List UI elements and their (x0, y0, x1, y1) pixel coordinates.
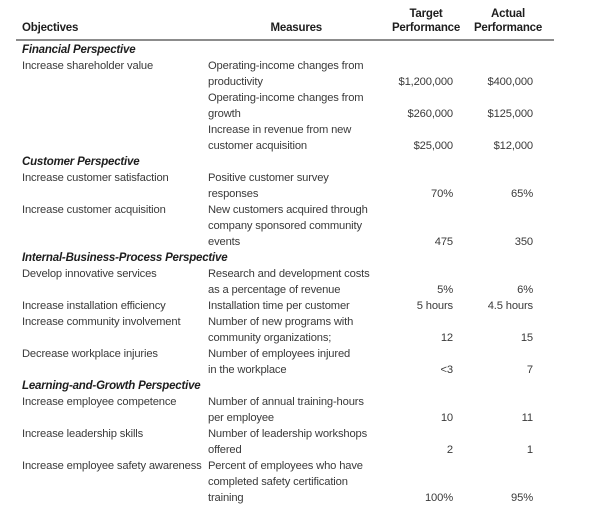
table-row (16, 346, 554, 378)
actual-performance-cell: 11 (521, 412, 533, 424)
measure-cell (208, 314, 393, 346)
objective-cell: Increase leadership skills (22, 428, 144, 440)
measure-line: Number of leadership workshops (208, 428, 368, 440)
measure-line: in the workplace (208, 364, 287, 376)
header-actual-performance (468, 7, 548, 35)
objective-cell: Increase employee competence (22, 396, 177, 408)
actual-performance-cell: 15 (520, 332, 533, 344)
measure-line: as a percentage of revenue (208, 284, 341, 296)
table-row (16, 170, 554, 202)
objective-cell: Increase shareholder value (22, 60, 154, 72)
measure-cell (208, 346, 393, 378)
measure-line: Percent of employees who have (208, 460, 363, 472)
measure-line: Number of annual training-hours (208, 396, 364, 408)
table-row (16, 298, 554, 314)
measure-cell (208, 58, 393, 90)
actual-performance-cell: 350 (514, 236, 533, 248)
measure-line: per employee (208, 412, 274, 424)
target-performance-cell: 5 hours (416, 300, 453, 312)
objective-cell: Increase community involvement (22, 316, 181, 328)
header-actual-line2: Performance (473, 22, 543, 34)
section-title: Customer Perspective (22, 156, 140, 168)
measure-line: Positive customer survey (208, 172, 329, 184)
target-performance-cell: 5% (437, 284, 453, 296)
table-row (16, 394, 554, 426)
measure-line: events (208, 236, 241, 248)
header-objectives: Objectives (22, 22, 79, 34)
table-row (16, 314, 554, 346)
measure-line: Installation time per customer (208, 300, 350, 312)
measure-line: Research and development costs (208, 268, 370, 280)
measure-cell (208, 170, 393, 202)
measure-line: New customers acquired through (208, 204, 368, 216)
header-target-performance (386, 7, 466, 35)
actual-performance-cell: 7 (526, 364, 533, 376)
measure-line: Operating-income changes from (208, 92, 364, 104)
target-performance-cell: 475 (434, 236, 453, 248)
target-performance-cell: 10 (440, 412, 453, 424)
measure-cell (208, 90, 393, 122)
header-target-line1: Target (409, 8, 443, 20)
objective-cell: Increase employee safety awareness (22, 460, 202, 472)
measure-line: customer acquisition (208, 140, 307, 152)
measure-line: company sponsored community (208, 220, 362, 232)
objective-cell: Decrease workplace injuries (22, 348, 158, 360)
measure-line: Number of employees injured (208, 348, 351, 360)
actual-performance-cell: 4.5 hours (487, 300, 533, 312)
target-performance-cell: 2 (446, 444, 453, 456)
measure-line: completed safety certification (208, 476, 348, 488)
actual-performance-cell: 6% (517, 284, 533, 296)
actual-performance-cell: 1 (526, 444, 533, 456)
measure-line: community organizations; (208, 332, 332, 344)
measure-line: Operating-income changes from (208, 60, 364, 72)
actual-performance-cell: 95% (511, 492, 533, 504)
measure-line: Number of new programs with (208, 316, 354, 328)
table-row (16, 90, 554, 122)
header-actual-line1: Actual (491, 8, 525, 20)
section-title: Learning-and-Growth Perspective (22, 380, 201, 392)
table-row (16, 458, 554, 506)
measure-line: training (208, 492, 244, 504)
measure-line: productivity (208, 76, 263, 88)
actual-performance-cell: 65% (511, 188, 533, 200)
header-target-line2: Performance (391, 22, 461, 34)
table-row (16, 58, 554, 90)
measure-cell (208, 426, 393, 458)
actual-performance-cell: $12,000 (493, 140, 533, 152)
target-performance-cell: 70% (431, 188, 453, 200)
measure-cell (208, 122, 393, 154)
objective-cell: Increase customer satisfaction (22, 172, 169, 184)
measure-line: growth (208, 108, 241, 120)
target-performance-cell: $260,000 (407, 108, 453, 120)
table-row (16, 426, 554, 458)
measure-line: responses (208, 188, 259, 200)
table-row (16, 266, 554, 298)
table-row (16, 202, 554, 250)
objective-cell: Increase installation efficiency (22, 300, 166, 312)
target-performance-cell: <3 (440, 364, 453, 376)
section-title: Internal-Business-Process Perspective (22, 252, 228, 264)
table-row (16, 122, 554, 154)
measure-cell (208, 202, 393, 250)
measure-cell (208, 266, 393, 298)
measure-cell (208, 298, 393, 314)
target-performance-cell: 12 (440, 332, 453, 344)
measure-cell (208, 394, 393, 426)
measure-line: Increase in revenue from new (208, 124, 352, 136)
balanced-scorecard-table (16, 5, 554, 506)
table-header (16, 5, 554, 41)
target-performance-cell: $1,200,000 (398, 76, 453, 88)
table-body (16, 41, 554, 506)
measure-cell (208, 458, 393, 506)
target-performance-cell: 100% (424, 492, 453, 504)
objective-cell: Increase customer acquisition (22, 204, 166, 216)
header-measures: Measures (270, 22, 322, 34)
actual-performance-cell: $400,000 (487, 76, 533, 88)
actual-performance-cell: $125,000 (487, 108, 533, 120)
objective-cell: Develop innovative services (22, 268, 157, 280)
section-title: Financial Perspective (22, 44, 136, 56)
target-performance-cell: $25,000 (413, 140, 453, 152)
measure-line: offered (208, 444, 242, 456)
